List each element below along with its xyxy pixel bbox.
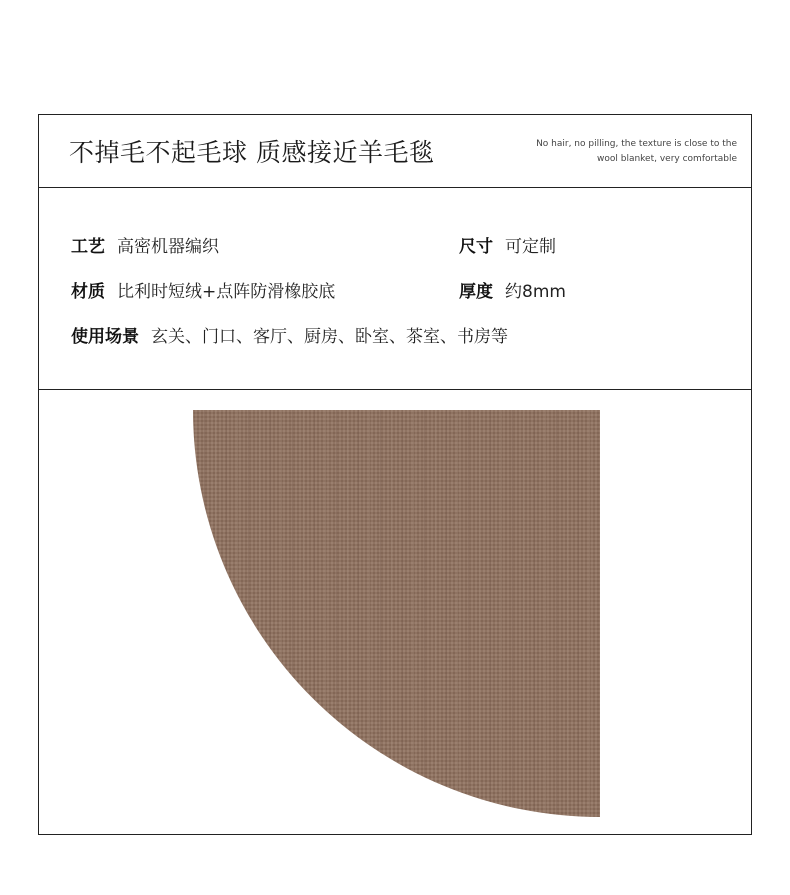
spec-material-value: 比利时短绒+点阵防滑橡胶底 [117,282,336,302]
spec-craft-label: 工艺 [71,237,105,257]
spec-thickness-value: 约8mm [505,282,566,302]
english-subtitle-line-2: wool blanket, very comfortable [597,154,737,164]
spec-thickness-label: 厚度 [459,282,493,302]
rug-illustration [39,390,751,834]
spec-craft-value: 高密机器编织 [117,237,219,257]
spec-section [39,188,751,390]
spec-material-label: 材质 [71,282,105,302]
spec-material [71,277,335,302]
spec-scenes-value: 玄关、门口、客厅、厨房、卧室、茶室、书房等 [151,327,508,347]
spec-thickness [459,277,566,302]
product-frame [38,114,752,835]
english-subtitle-line-1: No hair, no pilling, the texture is close to the [536,139,737,149]
spec-size-value: 可定制 [505,237,556,257]
product-image [39,390,751,834]
spec-scenes-label: 使用场景 [71,327,139,347]
spec-size [459,232,556,257]
headline: 不掉毛不起毛球 质感接近羊毛毯 [69,138,435,167]
spec-craft [71,232,219,257]
header-section [39,115,751,188]
spec-size-label: 尺寸 [459,237,493,257]
spec-scenes [71,322,508,347]
rug-texture-stripes [193,410,600,817]
english-subtitle [507,137,737,167]
